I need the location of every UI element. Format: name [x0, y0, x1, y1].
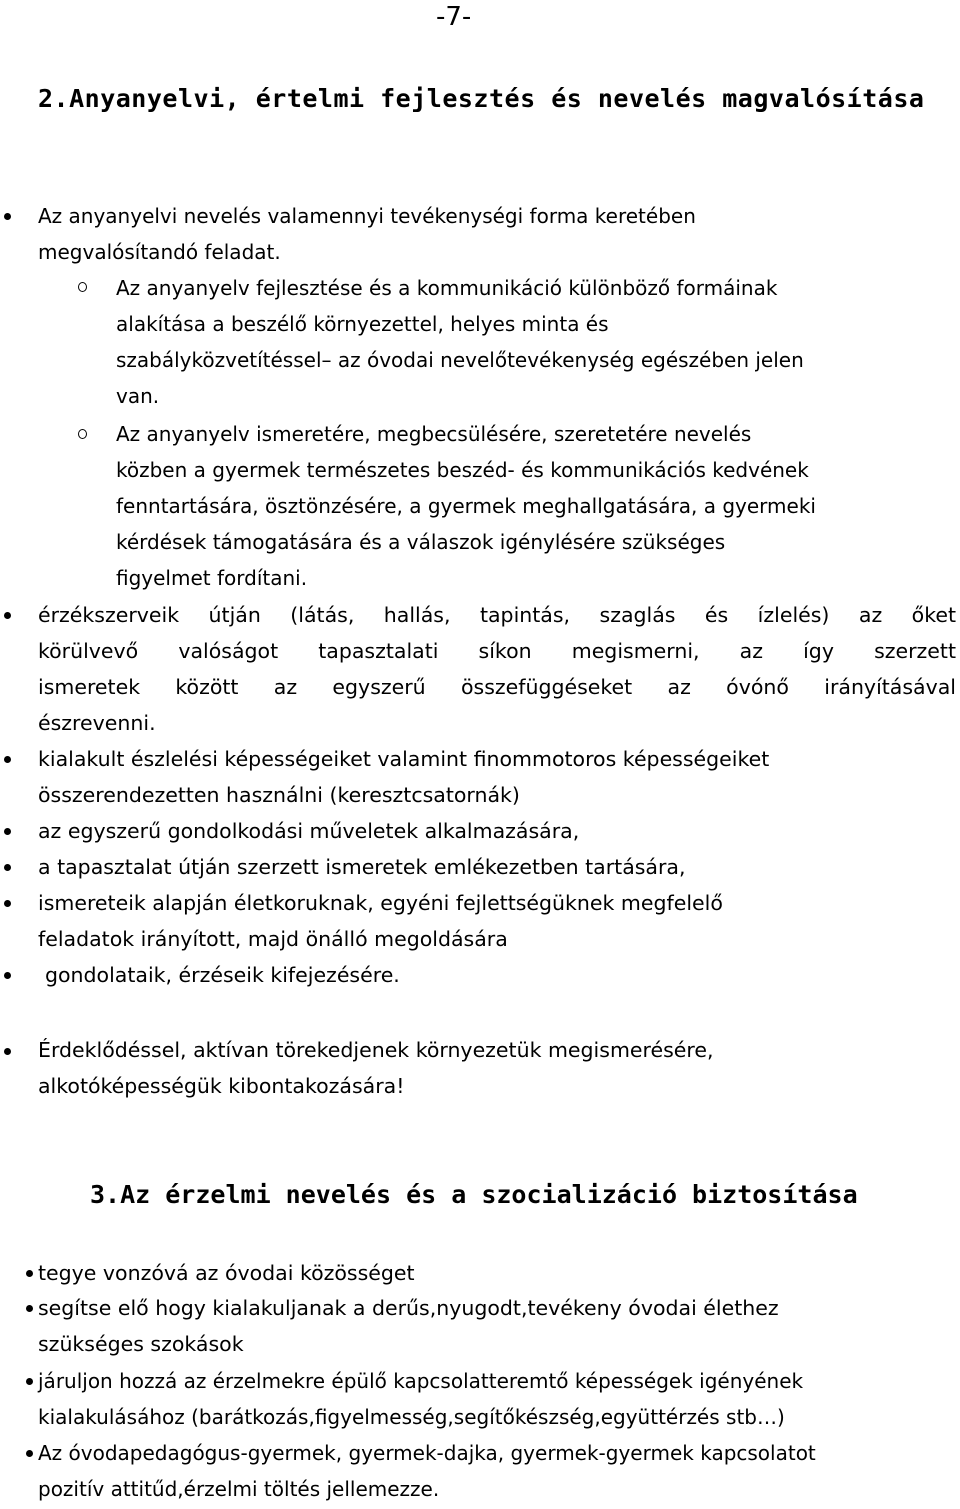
- sub-item-ismeret: Az anyanyelv ismeretére, megbecsülésére, szeretetére nevelés közben a gyermek természetes beszéd- és kommunikációs kedvének fenntartására, ösztönzésére, a gyermek meghallgatására, a gyermeki kérdések támogatására és a válaszok igénylésére szükséges figyelmet fordítani.: [116, 422, 816, 590]
- section-3-heading: 3.Az érzelmi nevelés és a szocializáció biztosítása: [90, 1180, 858, 1209]
- bullet-icon: [26, 1378, 33, 1385]
- bullet-icon: [4, 213, 11, 220]
- sub-item-fejlesztes: Az anyanyelv fejlesztése és a kommunikáció különböző formáinak alakítása a beszélő környezettel, helyes minta és szabályközvetítéssel– az óvodai nevelőtevékenység egészében jelen van.: [116, 276, 804, 408]
- circle-bullet-icon: [78, 429, 87, 439]
- list-item-vonzo: tegye vonzóvá az óvodai közösséget: [38, 1261, 415, 1285]
- list-item-anyanyelvi: Az anyanyelvi nevelés valamennyi tevékenységi forma keretében megvalósítandó feladat.: [38, 204, 696, 264]
- bullet-icon: [4, 756, 11, 763]
- bullet-icon: [26, 1450, 33, 1457]
- bullet-icon: [4, 900, 11, 907]
- bullet-icon: [4, 612, 11, 619]
- list-item-gondolkodas: az egyszerű gondolkodási műveletek alkalmazására,: [38, 819, 580, 843]
- list-item-tapasztalat: a tapasztalat útján szerzett ismeretek emlékezetben tartására,: [38, 855, 686, 879]
- list-item-kapcsolatteremto: járuljon hozzá az érzelmekre épülő kapcsolatteremtő képességek igényének kialakulásához (barátkozás,figyelmesség,segítőkészség,együttérzés stb…): [38, 1369, 804, 1429]
- bullet-icon: [4, 828, 11, 835]
- list-item-eszleles: kialakult észlelési képességeiket valamint finommotoros képességeiket összerendezetten használni (keresztcsatornák): [38, 747, 770, 807]
- circle-bullet-icon: [78, 282, 87, 292]
- list-item-erzekszervek: érzékszerveik útján (látás, hallás, tapintás, szaglás és ízlelés) az őket körülvevő valóságot tapasztalati síkon megismerni, az így szerzett ismeretek között az egyszerű összefüggéseket az óvónő irányításával észrevenni.: [38, 603, 956, 735]
- list-item-ismereteik: ismereteik alapján életkoruknak, egyéni fejlettségüknek megfelelő feladatok irányított, majd önálló megoldására: [38, 891, 723, 951]
- bullet-icon: [4, 1048, 11, 1055]
- section-2-heading: 2.Anyanyelvi, értelmi fejlesztés és nevelés magvalósítása: [38, 84, 925, 113]
- page-number: -7-: [436, 2, 472, 32]
- bullet-icon: [4, 972, 11, 979]
- list-item-gondolataik: gondolataik, érzéseik kifejezésére.: [45, 963, 400, 987]
- list-item-szokasok: segítse elő hogy kialakuljanak a derűs,nyugodt,tevékeny óvodai élethez szükséges szokások: [38, 1296, 779, 1356]
- list-item-attitud: Az óvodapedagógus-gyermek, gyermek-dajka, gyermek-gyermek kapcsolatot pozitív attitűd,érzelmi töltés jellemezze.: [38, 1441, 816, 1501]
- bullet-icon: [26, 1305, 33, 1312]
- list-item-erdeklodes: Érdeklődéssel, aktívan törekedjenek környezetük megismerésére, alkotóképességük kibontakozására!: [38, 1038, 714, 1098]
- bullet-icon: [4, 864, 11, 871]
- bullet-icon: [26, 1270, 33, 1277]
